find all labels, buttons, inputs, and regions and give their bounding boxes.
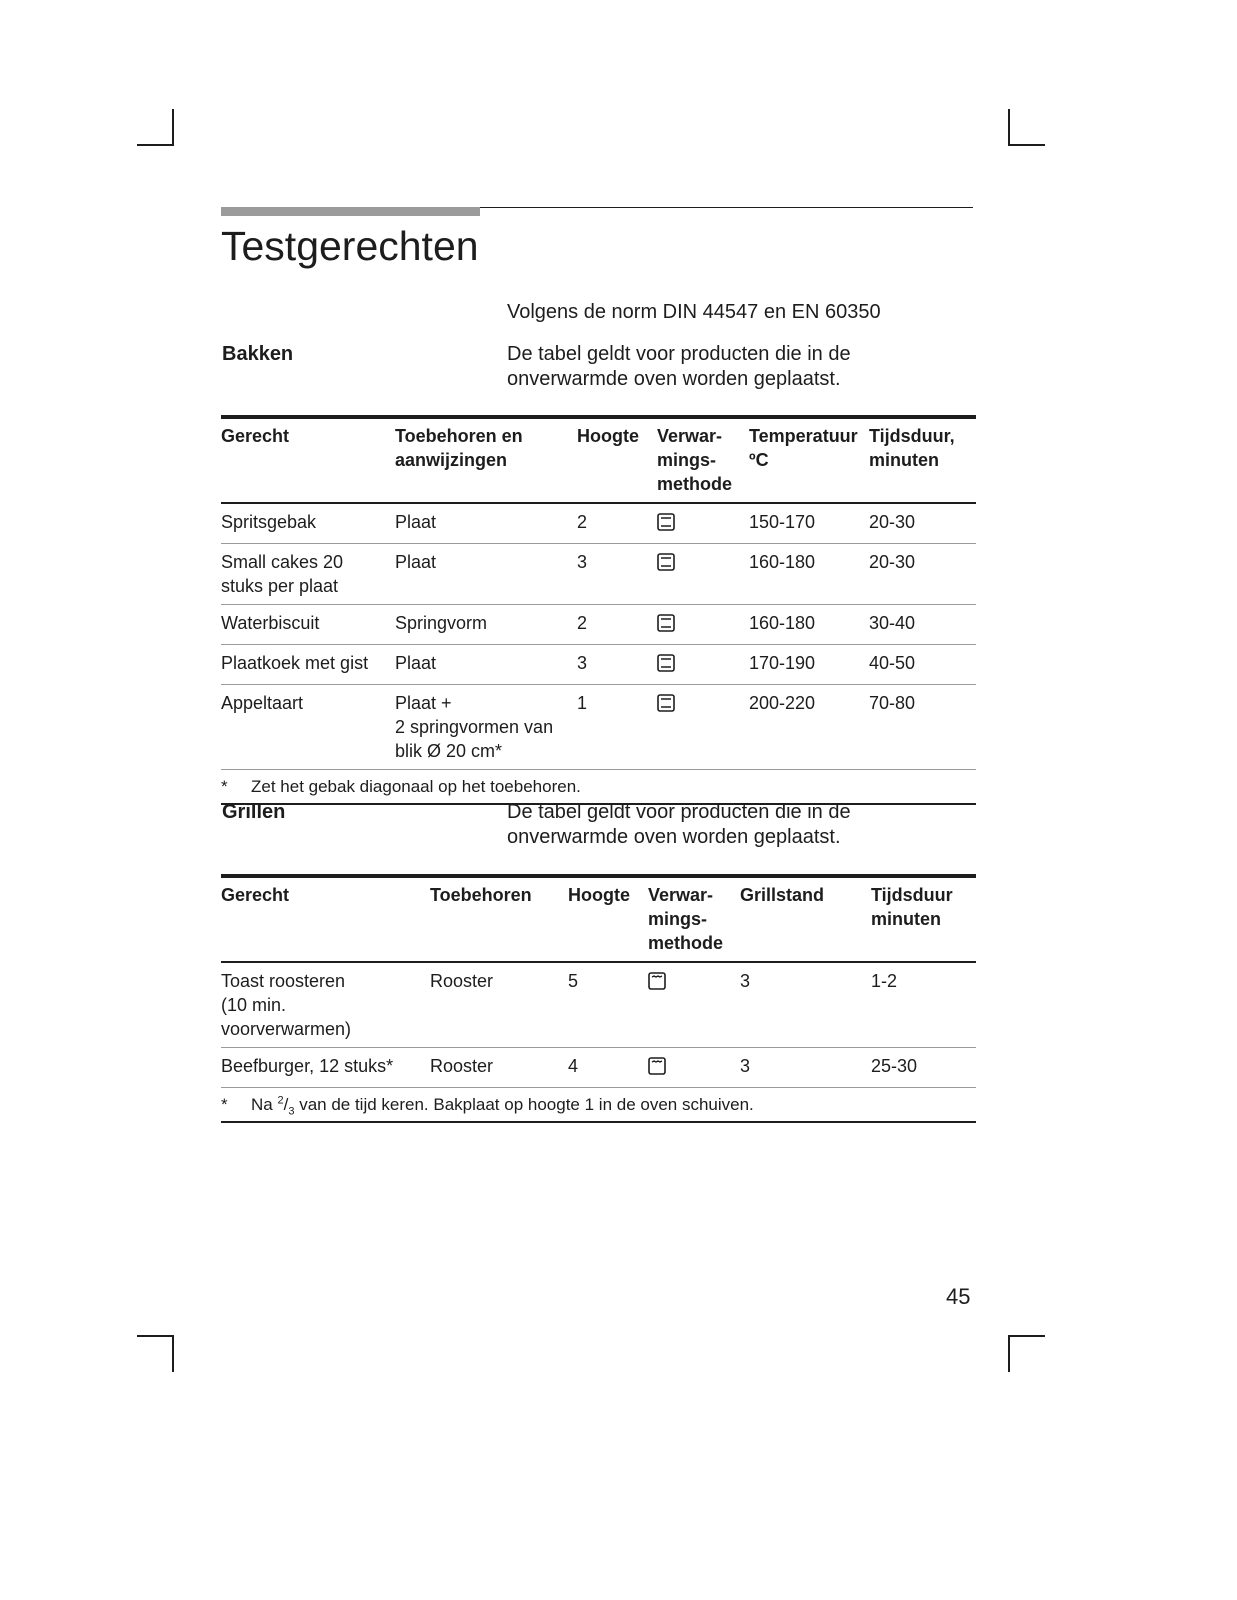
cell-gerecht: Plaatkoek met gist <box>221 645 395 685</box>
header-verwarmingsmethode: Verwar- mings- methode <box>657 419 749 504</box>
crop-mark-bottom-left-v <box>172 1335 174 1372</box>
page-title: Testgerechten <box>221 223 479 269</box>
top-bottom-heat-icon <box>657 694 675 718</box>
header-gerecht: Gerecht <box>221 878 430 963</box>
table-row <box>221 504 976 544</box>
header-tijdsduur: Tijdsduur, minuten <box>869 419 976 504</box>
crop-mark-top-left-h <box>137 144 174 146</box>
title-rule <box>480 207 973 208</box>
cell-gerecht: Toast roosteren (10 min. voorverwarmen) <box>221 963 430 1048</box>
header-toebehoren: Toebehoren en aanwijzingen <box>395 419 577 504</box>
header-verwarmingsmethode: Verwar- mings- methode <box>648 878 740 963</box>
cell-hoogte: 3 <box>577 645 657 685</box>
grill-icon <box>648 972 666 996</box>
crop-mark-top-left-v <box>172 109 174 146</box>
cell-gerecht: Appeltaart <box>221 685 395 770</box>
cell-temperatuur: 170-190 <box>749 645 869 685</box>
header-hoogte: Hoogte <box>568 878 648 963</box>
cell-toebehoren: Springvorm <box>395 605 577 645</box>
title-rule-accent <box>221 207 480 216</box>
heating-method-cell <box>648 1048 740 1088</box>
cell-tijdsduur: 20-30 <box>869 544 976 605</box>
cell-temperatuur: 160-180 <box>749 605 869 645</box>
heating-method-cell <box>657 504 749 544</box>
cell-tijdsduur: 1-2 <box>871 963 976 1048</box>
heating-method-cell <box>657 685 749 770</box>
cell-toebehoren: Rooster <box>430 1048 568 1088</box>
table-row <box>221 963 976 1048</box>
heating-method-cell <box>657 605 749 645</box>
cell-hoogte: 2 <box>577 605 657 645</box>
cell-tijdsduur: 20-30 <box>869 504 976 544</box>
page-number: 45 <box>946 1284 971 1309</box>
header-grillstand: Grillstand <box>740 878 871 963</box>
cell-tijdsduur: 30-40 <box>869 605 976 645</box>
cell-toebehoren: Plaat <box>395 504 577 544</box>
footnote: * Na $^2/_3$ van de tijd keren. Bakplaat op hoogte 1 in de oven schuiven. <box>221 1088 976 1123</box>
heating-method-cell <box>648 963 740 1048</box>
cell-tijdsduur: 70-80 <box>869 685 976 770</box>
cell-hoogte: 5 <box>568 963 648 1048</box>
heating-method-cell <box>657 645 749 685</box>
grillen-table <box>221 874 976 1123</box>
cell-temperatuur: 150-170 <box>749 504 869 544</box>
bakken-label: Bakken <box>222 343 294 365</box>
crop-mark-bottom-right-h <box>1008 1335 1045 1337</box>
cell-toebehoren: Plaat + 2 springvormen van blik Ø 20 cm* <box>395 685 577 770</box>
table-row <box>221 685 976 770</box>
grillen-label: Grillen <box>222 801 286 823</box>
cell-temperatuur: 160-180 <box>749 544 869 605</box>
crop-mark-bottom-right-v <box>1008 1335 1010 1372</box>
header-temperatuur: Temperatuur ºC <box>749 419 869 504</box>
cell-hoogte: 2 <box>577 504 657 544</box>
cell-tijdsduur: 40-50 <box>869 645 976 685</box>
cell-toebehoren: Plaat <box>395 645 577 685</box>
table-row <box>221 544 976 605</box>
table-row <box>221 605 976 645</box>
top-bottom-heat-icon <box>657 513 675 537</box>
header-tijdsduur: Tijdsduur minuten <box>871 878 976 963</box>
norm-text: Volgens de norm DIN 44547 en EN 60350 <box>507 301 881 323</box>
table-row <box>221 645 976 685</box>
cell-gerecht: Spritsgebak <box>221 504 395 544</box>
cell-hoogte: 3 <box>577 544 657 605</box>
cell-tijdsduur: 25-30 <box>871 1048 976 1088</box>
grillen-description: De tabel geldt voor producten die in de onverwarmde oven worden geplaatst. <box>507 801 851 848</box>
cell-gerecht: Small cakes 20 stuks per plaat <box>221 544 395 605</box>
grill-icon <box>648 1057 666 1081</box>
footnote: * Zet het gebak diagonaal op het toebehoren. <box>221 770 976 805</box>
top-bottom-heat-icon <box>657 654 675 678</box>
crop-mark-bottom-left-h <box>137 1335 174 1337</box>
header-gerecht: Gerecht <box>221 419 395 504</box>
header-hoogte: Hoogte <box>577 419 657 504</box>
cell-hoogte: 1 <box>577 685 657 770</box>
heating-method-cell <box>657 544 749 605</box>
bakken-description: De tabel geldt voor producten die in de onverwarmde oven worden geplaatst. <box>507 343 851 390</box>
cell-gerecht: Waterbiscuit <box>221 605 395 645</box>
cell-hoogte: 4 <box>568 1048 648 1088</box>
header-toebehoren: Toebehoren <box>430 878 568 963</box>
bakken-table <box>221 415 976 805</box>
crop-mark-top-right-h <box>1008 144 1045 146</box>
cell-toebehoren: Rooster <box>430 963 568 1048</box>
cell-temperatuur: 200-220 <box>749 685 869 770</box>
footnote-row <box>221 1088 976 1123</box>
crop-mark-top-right-v <box>1008 109 1010 146</box>
top-bottom-heat-icon <box>657 614 675 638</box>
table-row <box>221 1048 976 1088</box>
cell-grillstand: 3 <box>740 1048 871 1088</box>
cell-gerecht: Beefburger, 12 stuks* <box>221 1048 430 1088</box>
top-bottom-heat-icon <box>657 553 675 577</box>
cell-grillstand: 3 <box>740 963 871 1048</box>
cell-toebehoren: Plaat <box>395 544 577 605</box>
